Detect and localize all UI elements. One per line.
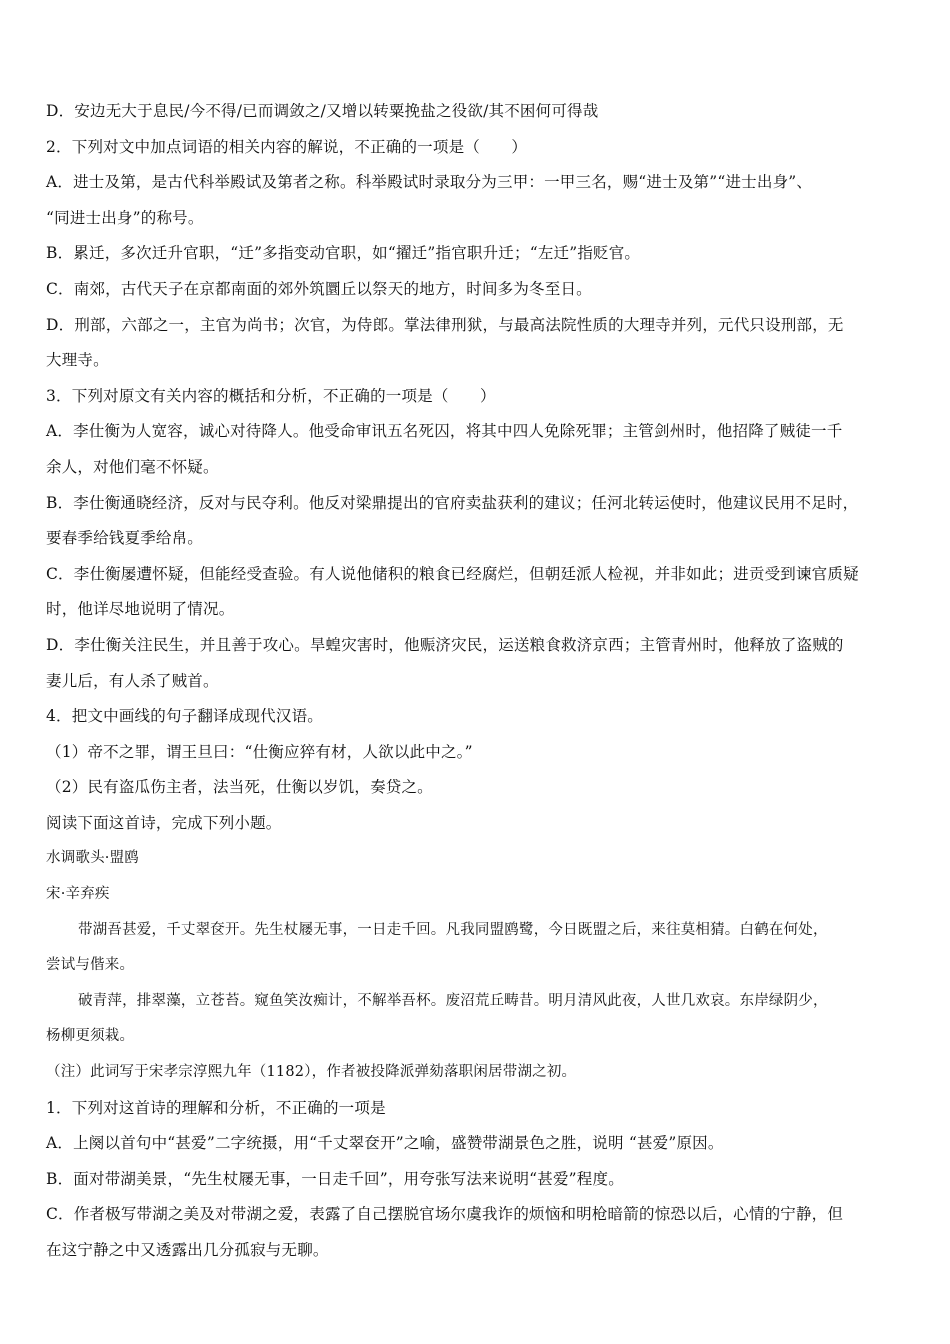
poem-question-1-stem: 1．下列对这首诗的理解和分析，不正确的一项是 (46, 1098, 386, 1117)
document-page (46, 99, 906, 1274)
q3-option-a: A．李仕衡为人宽容，诚心对待降人。他受命审讯五名死囚，将其中四人免除死罪；主管剑州时，他招降了贼徒一千 (46, 422, 843, 441)
q3-option-b: B．李仕衡通晓经济，反对与民夺利。他反对梁鼎提出的官府卖盐获利的建议；任河北转运使时，他建议民用不足时， (46, 493, 859, 512)
q2-option-d-cont: 大理寺。 (46, 351, 109, 370)
pq1-option-a: A．上阕以首句中“甚爱”二字统摄，用“千丈翠奁开”之喻，盛赞带湖景色之胜，说明 “甚爱”原因。 (46, 1134, 724, 1153)
question-2-stem: 2．下列对文中加点词语的相关内容的解说，不正确的一项是（ ） (46, 137, 528, 156)
q3-option-b-cont: 要春季给钱夏季给帛。 (46, 529, 204, 548)
q2-option-a-cont: “同进士出身”的称号。 (46, 208, 204, 227)
poem-instruction: 阅读下面这首诗，完成下列小题。 (46, 813, 282, 832)
q3-option-d-cont: 妻儿后，有人杀了贼首。 (46, 671, 219, 690)
q3-option-c: C．李仕衡屡遭怀疑，但能经受查验。有人说他储积的粮食已经腐烂，但朝廷派人检视，并非如此；进贡受到谏官质疑 (46, 564, 859, 583)
poem-title: 水调歌头·盟鸥 (46, 850, 140, 867)
question-3-stem: 3．下列对原文有关内容的概括和分析，不正确的一项是（ ） (46, 386, 496, 405)
q4-sentence-1: （1）帝不之罪，谓王旦曰：“仕衡应猝有材，人欲以此中之。” (46, 742, 473, 761)
q3-option-d: D．李仕衡关注民生，并且善于攻心。旱蝗灾害时，他赈济灾民，运送粮食救济京西；主管青州时，他释放了盗贼的 (46, 635, 844, 654)
poem-note: （注）此词写于宋孝宗淳熙九年（1182），作者被投降派弹劾落职闲居带湖之初。 (46, 1064, 577, 1081)
q3-option-c-cont: 时，他详尽地说明了情况。 (46, 600, 235, 619)
q2-option-c: C．南郊，古代天子在京都南面的郊外筑圜丘以祭天的地方，时间多为冬至日。 (46, 279, 592, 298)
poem-stanza-1: 带湖吾甚爱，千丈翠奁开。先生杖屦无事，一日走千回。凡我同盟鸥鹭，今日既盟之后，来往莫相猜。白鹤在何处， (78, 921, 828, 938)
option-d-punctuation: D．安边无大于息民/今不得/已而调敛之/又增以转粟挽盐之役欲/其不困何可得哉 (46, 102, 599, 120)
pq1-option-b: B．面对带湖美景，“先生杖屦无事，一日走千回”，用夸张写法来说明“甚爱”程度。 (46, 1169, 624, 1188)
poem-stanza-1-cont: 尝试与偕来。 (46, 957, 135, 974)
poem-stanza-2-cont: 杨柳更须栽。 (46, 1028, 135, 1045)
q2-option-d: D．刑部，六部之一，主官为尚书；次官，为侍郎。掌法律刑狱，与最高法院性质的大理寺并列，元代只设刑部，无 (46, 315, 844, 334)
q2-option-b: B．累迁，多次迁升官职，“迁”多指变动官职，如“擢迁”指官职升迁；“左迁”指贬官。 (46, 244, 641, 263)
q4-sentence-2: （2）民有盗瓜伤主者，法当死，仕衡以岁饥，奏贷之。 (46, 778, 433, 797)
question-4-stem: 4．把文中画线的句子翻译成现代汉语。 (46, 707, 323, 726)
poem-author: 宋·辛弃疾 (46, 886, 110, 903)
pq1-option-c-cont: 在这宁静之中又透露出几分孤寂与无聊。 (46, 1241, 329, 1259)
q3-option-a-cont: 余人，对他们毫不怀疑。 (46, 457, 219, 476)
pq1-option-c: C．作者极写带湖之美及对带湖之爱，表露了自己摆脱官场尔虞我诈的烦恼和明枪暗箭的惊恐以后，心情的宁静，但 (46, 1205, 844, 1224)
q2-option-a: A．进士及第，是古代科举殿试及第者之称。科举殿试时录取分为三甲：一甲三名，赐“进士及第”“进士出身”、 (46, 173, 813, 192)
poem-stanza-2: 破青萍，排翠藻，立苍苔。窥鱼笑汝痴计，不解举吾杯。废沼荒丘畴昔。明月清风此夜，人世几欢哀。东岸绿阴少， (78, 992, 828, 1009)
